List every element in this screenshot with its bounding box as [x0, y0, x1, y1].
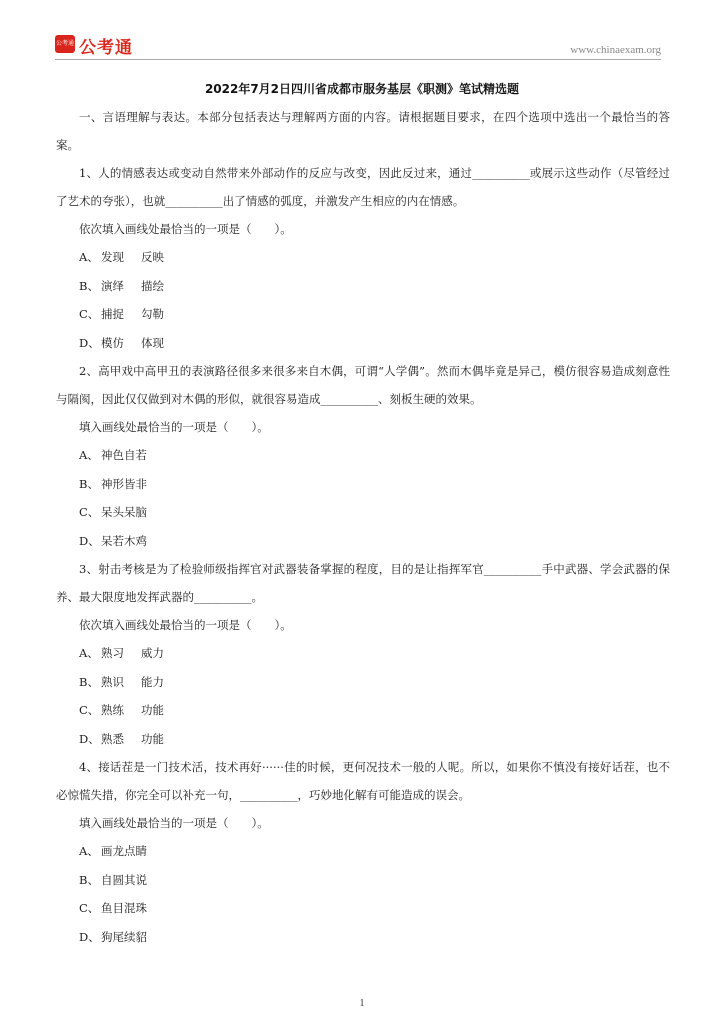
option-b	[56, 668, 670, 697]
option-word-2: 反映	[141, 250, 164, 264]
page-number: 1	[359, 998, 365, 1009]
option-letter: D、	[79, 929, 100, 944]
option-c	[56, 696, 670, 725]
option-word-2: 威力	[141, 646, 164, 660]
question-prompt: 依次填入画线处最恰当的一项是（ ）。	[79, 222, 292, 236]
option-d	[56, 527, 670, 556]
option-text: 神色自若	[101, 448, 147, 462]
option-letter: C、	[79, 505, 100, 519]
question-3	[56, 555, 670, 753]
option-word-1: 发现	[101, 250, 124, 264]
site-url: www.chinaexam.org	[570, 44, 661, 56]
option-text: 呆若木鸡	[101, 533, 147, 548]
option-c	[56, 300, 670, 329]
option-a	[56, 243, 670, 272]
option-word-1: 熟习	[101, 646, 124, 660]
option-text: 画龙点睛	[101, 844, 147, 858]
option-letter: B、	[79, 674, 99, 689]
logo-icon: 公考通	[55, 35, 75, 53]
option-a	[56, 441, 670, 470]
option-text: 自圆其说	[101, 872, 147, 887]
option-d	[56, 923, 670, 952]
question-1	[56, 159, 670, 357]
option-text: 狗尾续貂	[101, 929, 147, 944]
option-letter: C、	[79, 901, 100, 915]
document-body	[56, 103, 670, 951]
option-letter: B、	[79, 476, 99, 491]
option-a	[56, 837, 670, 866]
option-word-1: 熟识	[101, 674, 124, 689]
question-stem: 3、射击考核是为了检验师级指挥官对武器装备掌握的程度，目的是让指挥军官__________手中武器、学会武器的保养、最大限度地发挥武器的__________。	[56, 562, 670, 604]
option-word-1: 演绎	[101, 278, 124, 293]
option-word-1: 熟悉	[101, 731, 124, 746]
option-letter: D、	[79, 335, 100, 350]
option-word-2: 能力	[141, 674, 164, 689]
question-prompt: 填入画线处最恰当的一项是（ ）。	[79, 420, 269, 434]
option-letter: D、	[79, 533, 100, 548]
document-title: 2022年7月2日四川省成都市服务基层《职测》笔试精选题	[204, 82, 520, 96]
logo-text: 公考通	[79, 38, 133, 58]
option-word-2: 体现	[141, 335, 164, 350]
option-word-2: 功能	[141, 703, 164, 717]
option-letter: D、	[79, 731, 100, 746]
option-d	[56, 725, 670, 754]
question-prompt: 依次填入画线处最恰当的一项是（ ）。	[79, 618, 292, 632]
option-word-2: 勾勒	[141, 307, 164, 321]
option-d	[56, 329, 670, 358]
option-letter: A、	[79, 646, 99, 660]
option-c	[56, 498, 670, 527]
option-b	[56, 470, 670, 499]
option-c	[56, 894, 670, 923]
question-stem: 4、接话茬是一门技术活，技术再好······佳的时候，更何况技术一般的人呢。所以，如果你不慎没有接好话茬，也不必惊慌失措，你完全可以补充一句，__________，巧妙地化解有可能造成的误会。	[56, 760, 670, 802]
option-letter: A、	[79, 448, 99, 462]
option-letter: C、	[79, 703, 100, 717]
option-letter: B、	[79, 278, 99, 293]
option-letter: C、	[79, 307, 100, 321]
intro-paragraph: 一、言语理解与表达。本部分包括表达与理解两方面的内容。请根据题目要求，在四个选项中选出一个最恰当的答案。	[56, 110, 670, 152]
option-letter: B、	[79, 872, 99, 887]
option-text: 鱼目混珠	[101, 901, 147, 915]
option-text: 神形皆非	[101, 476, 147, 491]
option-letter: A、	[79, 844, 99, 858]
option-word-1: 熟练	[101, 703, 124, 717]
option-word-1: 模仿	[101, 335, 124, 350]
option-word-2: 功能	[141, 731, 164, 746]
question-stem: 2、高甲戏中高甲丑的表演路径很多来很多来自木偶，可谓“人学偶”。然而木偶毕竟是异己，模仿很容易造成刻意性与隔阂，因此仅仅做到对木偶的形似，就很容易造成__________、刻板生硬的效果。	[56, 364, 670, 406]
option-a	[56, 639, 670, 668]
question-stem: 1、人的情感表达或变动自然带来外部动作的反应与改变，因此反过来，通过__________或展示这些动作（尽管经过了艺术的夸张），也就__________出了情感的弧度，并激发产生相应的内在情感。	[56, 166, 670, 208]
option-b	[56, 866, 670, 895]
question-4	[56, 753, 670, 951]
question-prompt: 填入画线处最恰当的一项是（ ）。	[79, 816, 269, 830]
option-text: 呆头呆脑	[101, 505, 147, 519]
header-divider	[55, 59, 661, 60]
page-header	[55, 34, 661, 58]
question-2	[56, 357, 670, 555]
option-letter: A、	[79, 250, 99, 264]
option-b	[56, 272, 670, 301]
option-word-2: 描绘	[141, 278, 164, 293]
option-word-1: 捕捉	[101, 307, 124, 321]
